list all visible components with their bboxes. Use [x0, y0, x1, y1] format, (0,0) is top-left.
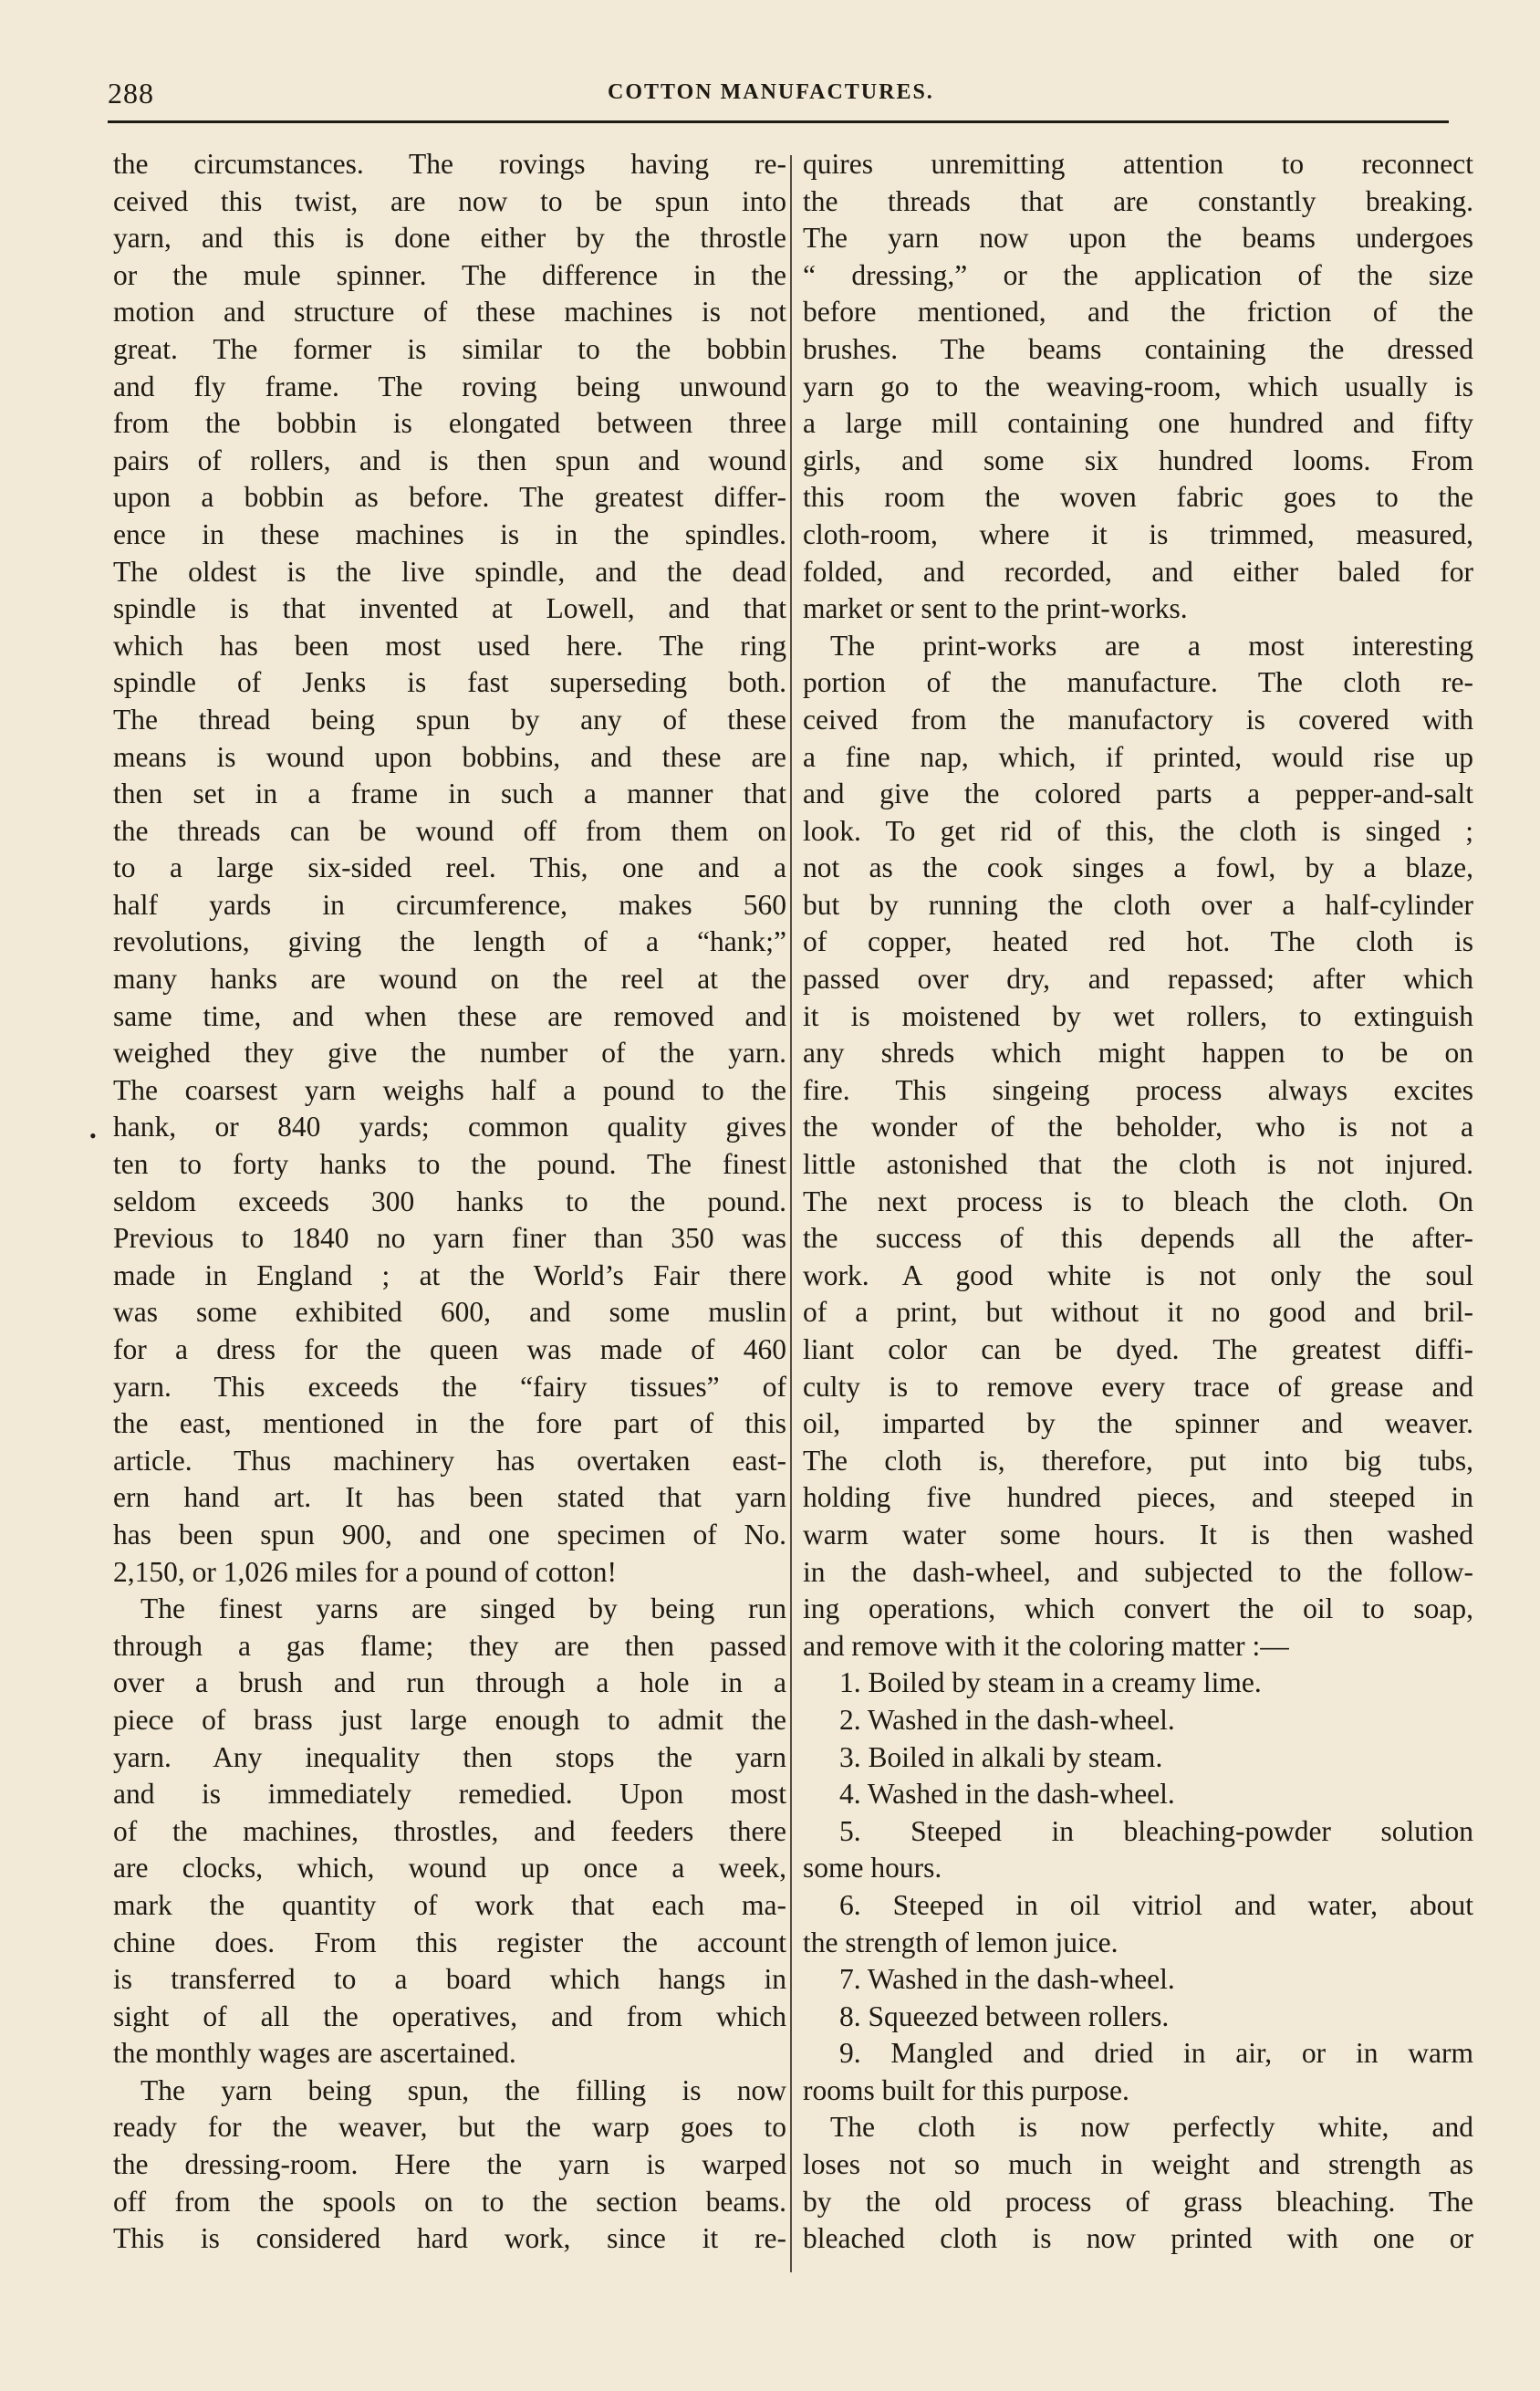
text-line: 4. Washed in the dash-wheel.	[839, 1778, 1175, 1811]
text-line: and remove with it the coloring matter :—	[803, 1629, 1289, 1662]
text-line: cloth-room, where it is trimmed, measured,	[803, 517, 1473, 550]
text-line: The yarn now upon the beams undergoes	[803, 222, 1473, 255]
page-number: 288	[108, 77, 154, 110]
text-line: yarn go to the weaving-room, which usually is	[803, 370, 1473, 402]
text-line: 9. Mangled and dried in air, or in warm	[839, 2037, 1473, 2070]
text-line: of a print, but without it no good and bril-	[803, 1296, 1473, 1329]
text-line: before mentioned, and the friction of the	[803, 296, 1473, 329]
text-line: for a dress for the queen was made of 460	[113, 1333, 786, 1365]
text-line: Previous to 1840 no yarn finer than 350 was	[113, 1222, 786, 1255]
text-line: The next process is to bleach the cloth. On	[803, 1185, 1473, 1217]
text-line: portion of the manufacture. The cloth re-	[803, 666, 1473, 699]
text-line: chine does. From this register the account	[113, 1926, 786, 1958]
text-line: article. Thus machinery has overtaken east-	[113, 1444, 786, 1477]
text-line: look. To get rid of this, the cloth is singed ;	[803, 814, 1473, 847]
text-line: piece of brass just large enough to admit the	[113, 1703, 786, 1736]
text-line: some hours.	[803, 1852, 942, 1885]
text-line: folded, and recorded, and either baled for	[803, 555, 1473, 588]
text-line: the east, mentioned in the fore part of this	[113, 1407, 786, 1440]
text-line: hank, or 840 yards; common quality gives	[113, 1111, 786, 1143]
header-rule	[108, 120, 1449, 123]
text-line: the circumstances. The rovings having re-	[113, 148, 786, 180]
text-line: the success of this depends all the after-	[803, 1222, 1473, 1255]
text-line: the monthly wages are ascertained.	[113, 2037, 516, 2070]
text-line: girls, and some six hundred looms. From	[803, 444, 1473, 476]
text-line: 6. Steeped in oil vitriol and water, about	[839, 1888, 1473, 1921]
text-line: yarn. This exceeds the “fairy tissues” of	[113, 1370, 786, 1403]
right-text-column	[803, 146, 1473, 2258]
text-line: 7. Washed in the dash-wheel.	[839, 1963, 1175, 1996]
text-line: or the mule spinner. The difference in the	[113, 258, 786, 291]
text-line: spindle of Jenks is fast superseding both.	[113, 666, 786, 699]
text-line: means is wound upon bobbins, and these are	[113, 740, 786, 773]
text-line: “ dressing,” or the application of the size	[803, 258, 1473, 291]
text-line: sight of all the operatives, and from which	[113, 1999, 786, 2032]
text-line: 2,150, or 1,026 miles for a pound of cotton!	[113, 1555, 618, 1588]
left-text-column	[113, 146, 786, 2258]
text-line: upon a bobbin as before. The greatest differ-	[113, 481, 786, 514]
text-line: are clocks, which, wound up once a week,	[113, 1852, 786, 1885]
text-line: and give the colored parts a pepper-and-salt	[803, 778, 1473, 810]
text-line: liant color can be dyed. The greatest diffi-	[803, 1333, 1473, 1365]
text-line: ready for the weaver, but the warp goes to	[113, 2111, 786, 2144]
text-line: the dressing-room. Here the yarn is warped	[113, 2148, 786, 2181]
text-line: through a gas flame; they are then passed	[113, 1629, 786, 1662]
text-line: bleached cloth is now printed with one or	[803, 2222, 1473, 2255]
margin-mark: •	[89, 1124, 97, 1147]
text-line: The coarsest yarn weighs half a pound to the	[113, 1073, 786, 1106]
text-line: warm water some hours. It is then washed	[803, 1518, 1473, 1550]
text-line: ern hand art. It has been stated that yarn	[113, 1481, 786, 1514]
text-line: 2. Washed in the dash-wheel.	[839, 1703, 1175, 1736]
text-line: any shreds which might happen to be on	[803, 1037, 1473, 1070]
text-line: loses not so much in weight and strength as	[803, 2148, 1473, 2181]
text-line: pairs of rollers, and is then spun and wound	[113, 444, 786, 476]
text-line: spindle is that invented at Lowell, and that	[113, 592, 786, 625]
text-line: little astonished that the cloth is not injured.	[803, 1148, 1473, 1181]
text-line: motion and structure of these machines is not	[113, 296, 786, 329]
text-line: 5. Steeped in bleaching-powder solution	[839, 1814, 1473, 1847]
running-head	[108, 71, 1476, 117]
text-line: ceived from the manufactory is covered with	[803, 703, 1473, 736]
text-line: 8. Squeezed between rollers.	[839, 1999, 1170, 2032]
text-line: the threads can be wound off from them on	[113, 814, 786, 847]
text-line: a fine nap, which, if printed, would rise up	[803, 740, 1473, 773]
text-line: the strength of lemon juice.	[803, 1926, 1119, 1958]
text-line: by the old process of grass bleaching. The	[803, 2185, 1473, 2218]
text-line: great. The former is similar to the bobbin	[113, 332, 786, 365]
text-line: yarn, and this is done either by the throstle	[113, 222, 786, 255]
text-line: oil, imparted by the spinner and weaver.	[803, 1407, 1473, 1440]
text-line: the wonder of the beholder, who is not a	[803, 1111, 1473, 1143]
text-line: ence in these machines is in the spindles.	[113, 517, 786, 550]
text-line: 1. Boiled by steam in a creamy lime.	[839, 1666, 1262, 1699]
text-line: is transferred to a board which hangs in	[113, 1963, 786, 1996]
text-line: half yards in circumference, makes 560	[113, 888, 786, 921]
text-line: same time, and when these are removed and	[113, 999, 786, 1032]
text-line: quires unremitting attention to reconnect	[803, 148, 1473, 180]
text-line: from the bobbin is elongated between three	[113, 407, 786, 440]
text-line: ceived this twist, are now to be spun into	[113, 184, 786, 217]
text-line: 3. Boiled in alkali by steam.	[839, 1740, 1163, 1773]
text-line: not as the cook singes a fowl, by a blaze,	[803, 851, 1473, 884]
text-line: weighed they give the number of the yarn.	[113, 1037, 786, 1070]
text-line: made in England ; at the World’s Fair there	[113, 1258, 786, 1291]
text-line: The thread being spun by any of these	[113, 703, 786, 736]
column-divider	[790, 155, 792, 2272]
text-line: which has been most used here. The ring	[113, 629, 786, 662]
text-line: mark the quantity of work that each ma-	[113, 1888, 786, 1921]
text-line: market or sent to the print-works.	[803, 592, 1188, 625]
text-line: culty is to remove every trace of grease and	[803, 1370, 1473, 1403]
text-line: to a large six-sided reel. This, one and a	[113, 851, 786, 884]
text-line: fire. This singeing process always excites	[803, 1073, 1473, 1106]
text-line: The cloth is now perfectly white, and	[830, 2111, 1473, 2144]
text-line: ten to forty hanks to the pound. The finest	[113, 1148, 786, 1181]
running-title: COTTON MANUFACTURES.	[608, 80, 934, 104]
text-line: a large mill containing one hundred and fifty	[803, 407, 1473, 440]
text-line: was some exhibited 600, and some muslin	[113, 1296, 786, 1329]
text-line: over a brush and run through a hole in a	[113, 1666, 786, 1699]
text-line: in the dash-wheel, and subjected to the follow-	[803, 1555, 1473, 1588]
text-line: brushes. The beams containing the dressed	[803, 332, 1473, 365]
text-line: has been spun 900, and one specimen of No.	[113, 1518, 786, 1550]
text-line: and is immediately remedied. Upon most	[113, 1778, 786, 1811]
text-line: work. A good white is not only the soul	[803, 1258, 1473, 1291]
text-line: of copper, heated red hot. The cloth is	[803, 925, 1473, 958]
text-line: the threads that are constantly breaking.	[803, 184, 1473, 217]
text-line: of the machines, throstles, and feeders there	[113, 1814, 786, 1847]
text-line: and fly frame. The roving being unwound	[113, 370, 786, 402]
text-line: rooms built for this purpose.	[803, 2073, 1129, 2106]
text-line: revolutions, giving the length of a “hank;”	[113, 925, 786, 958]
text-line: passed over dry, and repassed; after which	[803, 963, 1473, 996]
text-line: then set in a frame in such a manner that	[113, 778, 786, 810]
text-line: but by running the cloth over a half-cylinder	[803, 888, 1473, 921]
text-line: The yarn being spun, the filling is now	[140, 2073, 786, 2106]
text-line: this room the woven fabric goes to the	[803, 481, 1473, 514]
text-line: The oldest is the live spindle, and the dead	[113, 555, 786, 588]
text-line: The cloth is, therefore, put into big tubs,	[803, 1444, 1473, 1477]
text-line: The print-works are a most interesting	[830, 629, 1473, 662]
text-line: it is moistened by wet rollers, to extinguish	[803, 999, 1473, 1032]
text-line: holding five hundred pieces, and steeped in	[803, 1481, 1473, 1514]
text-line: off from the spools on to the section beams.	[113, 2185, 786, 2218]
text-line: yarn. Any inequality then stops the yarn	[113, 1740, 786, 1773]
text-line: many hanks are wound on the reel at the	[113, 963, 786, 996]
text-line: This is considered hard work, since it re-	[113, 2222, 786, 2255]
text-line: ing operations, which convert the oil to soap,	[803, 1592, 1473, 1625]
text-line: seldom exceeds 300 hanks to the pound.	[113, 1185, 786, 1217]
text-line: The finest yarns are singed by being run	[140, 1592, 786, 1625]
